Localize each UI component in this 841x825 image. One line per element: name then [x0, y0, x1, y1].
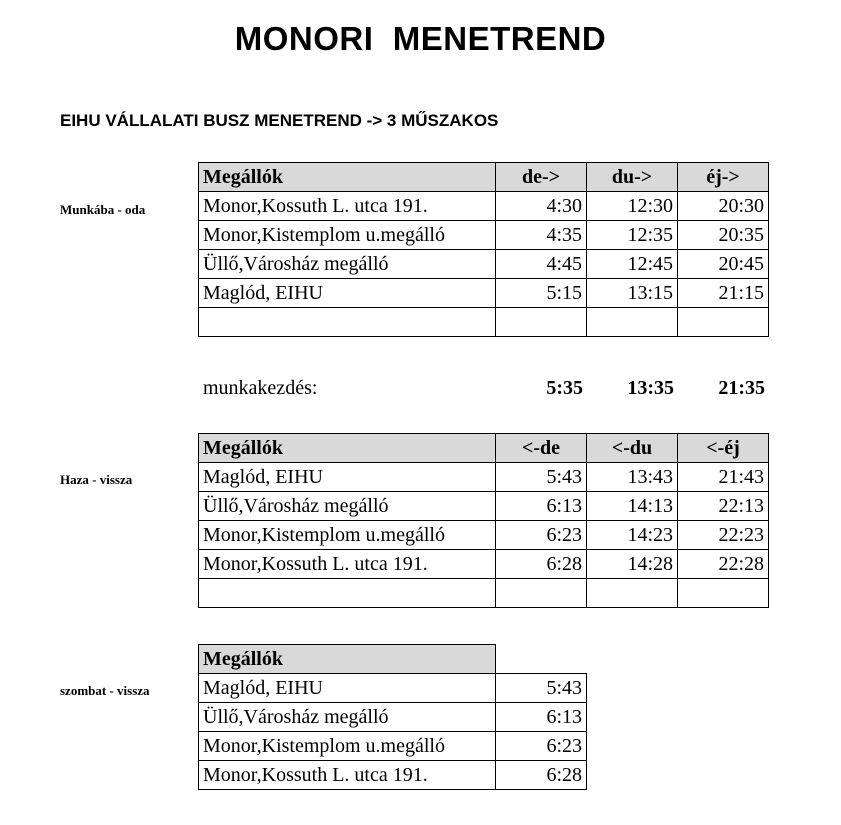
time-cell: 6:23 — [496, 521, 587, 550]
table-row — [199, 761, 587, 790]
empty-cell — [199, 579, 496, 608]
empty-cell — [587, 579, 678, 608]
time-cell: 12:30 — [587, 192, 678, 221]
stop-name: Monor,Kossuth L. utca 191. — [199, 192, 496, 221]
time-cell: 13:43 — [587, 463, 678, 492]
time-cell: 6:28 — [496, 550, 587, 579]
header-stops: Megállók — [199, 645, 496, 674]
stop-name: Maglód, EIHU — [199, 463, 496, 492]
outbound-side-label: Munkába - oda — [60, 202, 146, 217]
time-cell: 4:45 — [496, 250, 587, 279]
work-start-morning: 5:35 — [546, 377, 583, 399]
time-cell: 14:13 — [587, 492, 678, 521]
page-subtitle: EIHU VÁLLALATI BUSZ MENETREND -> 3 MŰSZAKOS — [60, 111, 499, 130]
work-start-afternoon: 13:35 — [627, 377, 674, 399]
table-header-row — [199, 645, 587, 674]
table-row-empty — [199, 579, 769, 608]
time-cell: 6:28 — [496, 761, 587, 790]
stop-name: Monor,Kossuth L. utca 191. — [199, 550, 496, 579]
table-row — [199, 279, 769, 308]
table-row — [199, 521, 769, 550]
header-blank — [496, 645, 587, 674]
table-header-row — [199, 434, 769, 463]
stop-name: Monor,Kossuth L. utca 191. — [199, 761, 496, 790]
saturday-side-label: szombat - vissza — [60, 683, 150, 698]
header-night: <-éj — [678, 434, 769, 463]
table-row — [199, 463, 769, 492]
time-cell: 21:43 — [678, 463, 769, 492]
outbound-table — [198, 162, 769, 337]
work-start-night: 21:35 — [718, 377, 765, 399]
time-cell: 21:15 — [678, 279, 769, 308]
saturday-table — [198, 644, 587, 790]
empty-cell — [587, 308, 678, 337]
time-cell: 6:13 — [496, 703, 587, 732]
time-cell: 5:43 — [496, 674, 587, 703]
header-stops: Megállók — [199, 434, 496, 463]
header-night: éj-> — [678, 163, 769, 192]
time-cell: 22:28 — [678, 550, 769, 579]
time-cell: 14:23 — [587, 521, 678, 550]
table-row-empty — [199, 308, 769, 337]
time-cell: 20:30 — [678, 192, 769, 221]
return-table — [198, 433, 769, 608]
stop-name: Üllő,Városház megálló — [199, 703, 496, 732]
header-afternoon: du-> — [587, 163, 678, 192]
time-cell: 14:28 — [587, 550, 678, 579]
stop-name: Monor,Kistemplom u.megálló — [199, 221, 496, 250]
time-cell: 6:23 — [496, 732, 587, 761]
page-title: MONORI MENETREND — [234, 20, 607, 57]
table-row — [199, 221, 769, 250]
header-stops: Megállók — [199, 163, 496, 192]
stop-name: Maglód, EIHU — [199, 279, 496, 308]
empty-cell — [496, 579, 587, 608]
table-header-row — [199, 163, 769, 192]
work-start-row — [198, 375, 773, 403]
time-cell: 6:13 — [496, 492, 587, 521]
table-row — [199, 674, 587, 703]
table-row — [199, 550, 769, 579]
header-morning: de-> — [496, 163, 587, 192]
empty-cell — [199, 308, 496, 337]
time-cell: 22:13 — [678, 492, 769, 521]
stop-name: Üllő,Városház megálló — [199, 250, 496, 279]
empty-cell — [496, 308, 587, 337]
return-side-label: Haza - vissza — [60, 472, 133, 487]
table-row — [199, 250, 769, 279]
time-cell: 20:45 — [678, 250, 769, 279]
work-start-label: munkakezdés: — [203, 377, 318, 399]
empty-cell — [678, 579, 769, 608]
empty-cell — [678, 308, 769, 337]
header-afternoon: <-du — [587, 434, 678, 463]
stop-name: Monor,Kistemplom u.megálló — [199, 732, 496, 761]
table-row — [199, 492, 769, 521]
time-cell: 13:15 — [587, 279, 678, 308]
header-morning: <-de — [496, 434, 587, 463]
time-cell: 22:23 — [678, 521, 769, 550]
time-cell: 5:43 — [496, 463, 587, 492]
table-row — [199, 192, 769, 221]
time-cell: 5:15 — [496, 279, 587, 308]
time-cell: 4:35 — [496, 221, 587, 250]
stop-name: Maglód, EIHU — [199, 674, 496, 703]
table-row — [199, 732, 587, 761]
stop-name: Monor,Kistemplom u.megálló — [199, 521, 496, 550]
table-row — [199, 703, 587, 732]
time-cell: 4:30 — [496, 192, 587, 221]
time-cell: 12:45 — [587, 250, 678, 279]
time-cell: 12:35 — [587, 221, 678, 250]
time-cell: 20:35 — [678, 221, 769, 250]
stop-name: Üllő,Városház megálló — [199, 492, 496, 521]
